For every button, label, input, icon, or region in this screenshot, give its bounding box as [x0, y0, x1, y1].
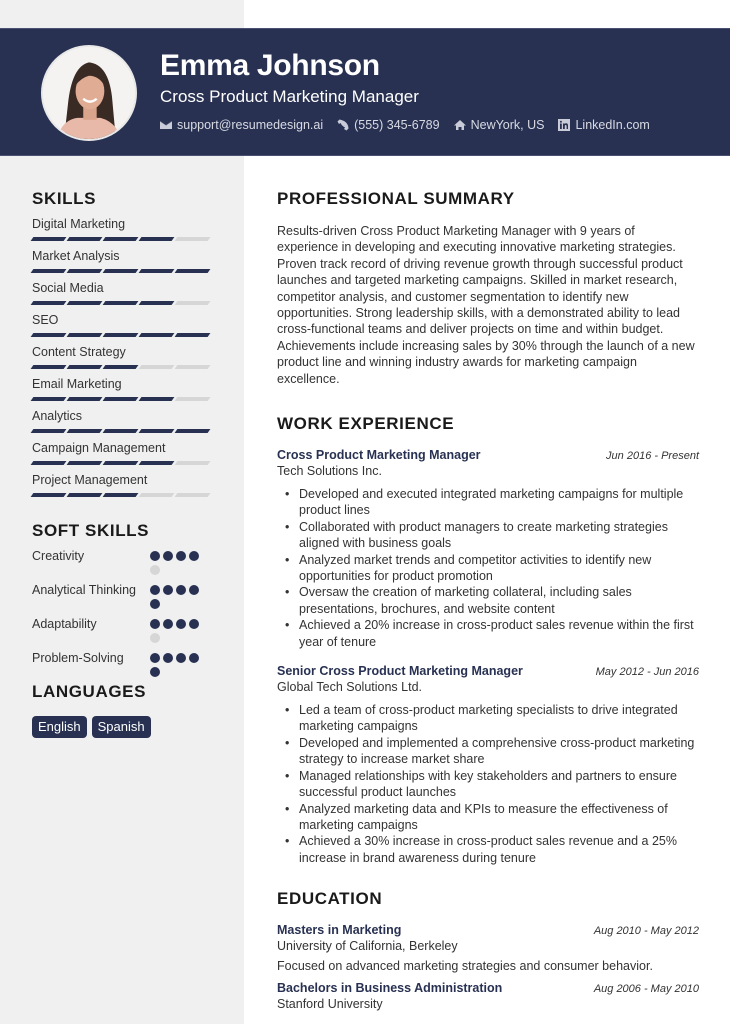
- level-segment: [103, 237, 139, 241]
- soft-skill-item: [32, 650, 222, 677]
- summary-section: [277, 189, 699, 387]
- level-segment: [103, 461, 139, 465]
- avatar: [41, 45, 137, 141]
- level-segment: [31, 269, 67, 273]
- level-segment: [31, 237, 67, 241]
- rating-dot: [163, 585, 173, 595]
- soft-skill-label: Analytical Thinking: [32, 583, 136, 597]
- level-segment: [139, 269, 175, 273]
- level-segment: [139, 493, 175, 497]
- soft-skill-label: Creativity: [32, 549, 85, 563]
- level-segment: [67, 269, 103, 273]
- section-title-skills: SKILLS: [32, 189, 97, 208]
- rating-dot: [163, 619, 173, 629]
- job-company: Global Tech Solutions Ltd.: [277, 680, 423, 695]
- school-name: University of California, Berkeley: [277, 939, 458, 953]
- bullet-item: • Developed and executed integrated marketing campaigns for multiple product lines: [277, 486, 699, 519]
- level-segment: [31, 461, 67, 465]
- job-title: Senior Cross Product Marketing Manager: [277, 664, 523, 679]
- contact-location: NewYork, US: [454, 118, 545, 132]
- summary-text: Results-driven Cross Product Marketing Manager with 9 years of experience in developing and executing innovative marketing strategies. Proven track record of driving revenue growth through successful product launches and targeted marketing campaigns. Skilled in market research, competitor analysis, and customer segmentation to identify new opportunities. Strong leadership skills, with a demonstrated ability to lead cross-functional teams and deliver projects on time and within budget. Achievements include increasing sales by 30% through the launch of a new product line and winning industry awards for marketing campaign excellence.: [277, 224, 695, 386]
- rating-dot: [176, 619, 186, 629]
- soft-skill-rating: [150, 582, 204, 609]
- soft-skill-rating: [150, 650, 204, 677]
- skill-item: [32, 473, 222, 497]
- skill-level-bar: [32, 493, 222, 497]
- job-date: Jun 2016 - Present: [606, 450, 699, 462]
- rating-dot: [176, 653, 186, 663]
- school-name: Stanford University: [277, 997, 383, 1011]
- resume-header: [0, 28, 730, 156]
- language-badge: English: [32, 716, 87, 738]
- level-segment: [175, 493, 211, 497]
- skill-item: [32, 217, 222, 241]
- level-segment: [175, 461, 211, 465]
- level-segment: [67, 237, 103, 241]
- skill-level-bar: [32, 301, 222, 305]
- rating-dot: [163, 653, 173, 663]
- level-segment: [139, 333, 175, 337]
- language-badge: Spanish: [92, 716, 151, 738]
- education-header: [277, 981, 699, 995]
- level-segment: [31, 429, 67, 433]
- soft-skills-section: [32, 521, 222, 677]
- level-segment: [103, 429, 139, 433]
- level-segment: [175, 429, 211, 433]
- level-segment: [175, 269, 211, 273]
- rating-dot: [176, 585, 186, 595]
- bullet-item: • Led a team of cross-product marketing specialists to drive integrated marketing campaigns: [277, 702, 699, 735]
- level-segment: [175, 333, 211, 337]
- level-segment: [103, 301, 139, 305]
- skill-label: Email Marketing: [32, 377, 122, 391]
- section-title-languages: LANGUAGES: [32, 682, 147, 701]
- level-segment: [175, 237, 211, 241]
- skill-item: [32, 441, 222, 465]
- level-segment: [103, 397, 139, 401]
- contact-phone[interactable]: (555) 345-6789: [337, 118, 439, 132]
- profile-photo: [43, 47, 135, 139]
- education-date: Aug 2006 - May 2010: [593, 983, 699, 995]
- soft-skill-rating: [150, 548, 204, 575]
- soft-skill-item: [32, 582, 222, 609]
- job-entry: [277, 664, 699, 866]
- skill-label: Content Strategy: [32, 345, 126, 359]
- level-segment: [175, 365, 211, 369]
- rating-dot: [150, 653, 160, 663]
- job-entry: [277, 448, 699, 650]
- skill-item: [32, 409, 222, 433]
- contact-list: [160, 118, 650, 132]
- rating-dot: [189, 653, 199, 663]
- home-icon: [454, 119, 466, 131]
- skill-label: SEO: [32, 313, 59, 327]
- level-segment: [67, 365, 103, 369]
- rating-dot: [150, 585, 160, 595]
- level-segment: [31, 365, 67, 369]
- contact-linkedin[interactable]: LinkedIn.com: [558, 118, 649, 132]
- job-bullets: [277, 486, 699, 650]
- skill-item: [32, 249, 222, 273]
- contact-email[interactable]: support@resumedesign.ai: [160, 118, 323, 132]
- bullet-item: • Collaborated with product managers to create marketing strategies aligned with business goals: [277, 519, 699, 552]
- section-title-experience: WORK EXPERIENCE: [277, 414, 455, 433]
- rating-dot: [163, 551, 173, 561]
- job-company: Tech Solutions Inc.: [277, 464, 382, 478]
- level-segment: [139, 429, 175, 433]
- level-segment: [67, 429, 103, 433]
- soft-skill-label: Problem-Solving: [32, 651, 124, 665]
- skill-label: Campaign Management: [32, 441, 166, 455]
- section-title-soft-skills: SOFT SKILLS: [32, 521, 150, 540]
- rating-dot: [176, 551, 186, 561]
- education-date: Aug 2010 - May 2012: [593, 925, 699, 937]
- level-segment: [139, 237, 175, 241]
- education-header: [277, 923, 699, 937]
- level-segment: [103, 333, 139, 337]
- skill-item: [32, 377, 222, 401]
- rating-dot: [150, 565, 160, 575]
- candidate-title: Cross Product Marketing Manager: [160, 87, 419, 106]
- level-segment: [67, 333, 103, 337]
- level-segment: [175, 397, 211, 401]
- education-note: Focused on advanced marketing strategies and consumer behavior.: [277, 959, 653, 973]
- experience-section: [277, 414, 699, 866]
- level-segment: [67, 461, 103, 465]
- skill-level-bar: [32, 333, 222, 337]
- level-segment: [139, 397, 175, 401]
- rating-dot: [150, 599, 160, 609]
- linkedin-icon: [558, 119, 570, 131]
- level-segment: [103, 365, 139, 369]
- skills-section: [32, 189, 222, 497]
- bullet-item: • Developed and implemented a comprehensive cross-product marketing strategy to increase market share: [277, 735, 699, 768]
- rating-dot: [150, 667, 160, 677]
- section-title-education: EDUCATION: [277, 889, 383, 908]
- education-entry: [277, 923, 699, 973]
- skill-label: Market Analysis: [32, 249, 120, 263]
- level-segment: [139, 301, 175, 305]
- skill-level-bar: [32, 429, 222, 433]
- skill-label: Digital Marketing: [32, 217, 126, 231]
- rating-dot: [150, 633, 160, 643]
- bullet-item: • Achieved a 30% increase in cross-product sales revenue and a 25% increase in brand awareness during tenure: [277, 833, 699, 866]
- level-segment: [31, 301, 67, 305]
- job-title: Cross Product Marketing Manager: [277, 448, 481, 462]
- level-segment: [175, 301, 211, 305]
- soft-skill-label: Adaptability: [32, 617, 97, 631]
- level-segment: [139, 365, 175, 369]
- level-segment: [31, 397, 67, 401]
- job-header: [277, 664, 699, 678]
- skill-level-bar: [32, 397, 222, 401]
- level-segment: [103, 493, 139, 497]
- bullet-item: • Achieved a 20% increase in cross-product sales revenue within the first year of tenure: [277, 617, 699, 650]
- soft-skill-item: [32, 548, 222, 575]
- level-segment: [67, 493, 103, 497]
- skill-item: [32, 281, 222, 305]
- level-segment: [67, 397, 103, 401]
- job-header: [277, 448, 699, 462]
- bullet-item: • Analyzed market trends and competitor activities to identify new opportunities for product promotion: [277, 552, 699, 585]
- envelope-icon: [160, 119, 172, 131]
- job-bullets: [277, 702, 699, 866]
- skill-label: Project Management: [32, 473, 148, 487]
- education-entry: [277, 981, 699, 1011]
- skill-level-bar: [32, 269, 222, 273]
- skill-label: Analytics: [32, 409, 83, 423]
- level-segment: [31, 493, 67, 497]
- rating-dot: [189, 585, 199, 595]
- skill-item: [32, 345, 222, 369]
- skill-level-bar: [32, 461, 222, 465]
- section-title-summary: PROFESSIONAL SUMMARY: [277, 189, 515, 208]
- soft-skill-rating: [150, 616, 204, 643]
- degree-title: Bachelors in Business Administration: [277, 981, 503, 995]
- bullet-item: • Analyzed marketing data and KPIs to measure the effectiveness of marketing campaigns: [277, 801, 699, 834]
- education-section: [277, 889, 699, 1011]
- skill-level-bar: [32, 365, 222, 369]
- job-date: May 2012 - Jun 2016: [595, 666, 699, 679]
- languages-section: [32, 682, 222, 738]
- candidate-name: Emma Johnson: [160, 49, 380, 82]
- skill-item: [32, 313, 222, 337]
- rating-dot: [189, 619, 199, 629]
- level-segment: [67, 301, 103, 305]
- level-segment: [31, 333, 67, 337]
- level-segment: [103, 269, 139, 273]
- bullet-item: • Oversaw the creation of marketing collateral, including sales presentations, brochures, and website content: [277, 584, 699, 617]
- degree-title: Masters in Marketing: [277, 923, 402, 937]
- rating-dot: [189, 551, 199, 561]
- soft-skill-item: [32, 616, 222, 643]
- rating-dot: [150, 551, 160, 561]
- bullet-item: • Managed relationships with key stakeholders and partners to ensure successful product launches: [277, 768, 699, 801]
- rating-dot: [150, 619, 160, 629]
- skill-label: Social Media: [32, 281, 104, 295]
- skill-level-bar: [32, 237, 222, 241]
- phone-icon: [337, 119, 349, 131]
- level-segment: [139, 461, 175, 465]
